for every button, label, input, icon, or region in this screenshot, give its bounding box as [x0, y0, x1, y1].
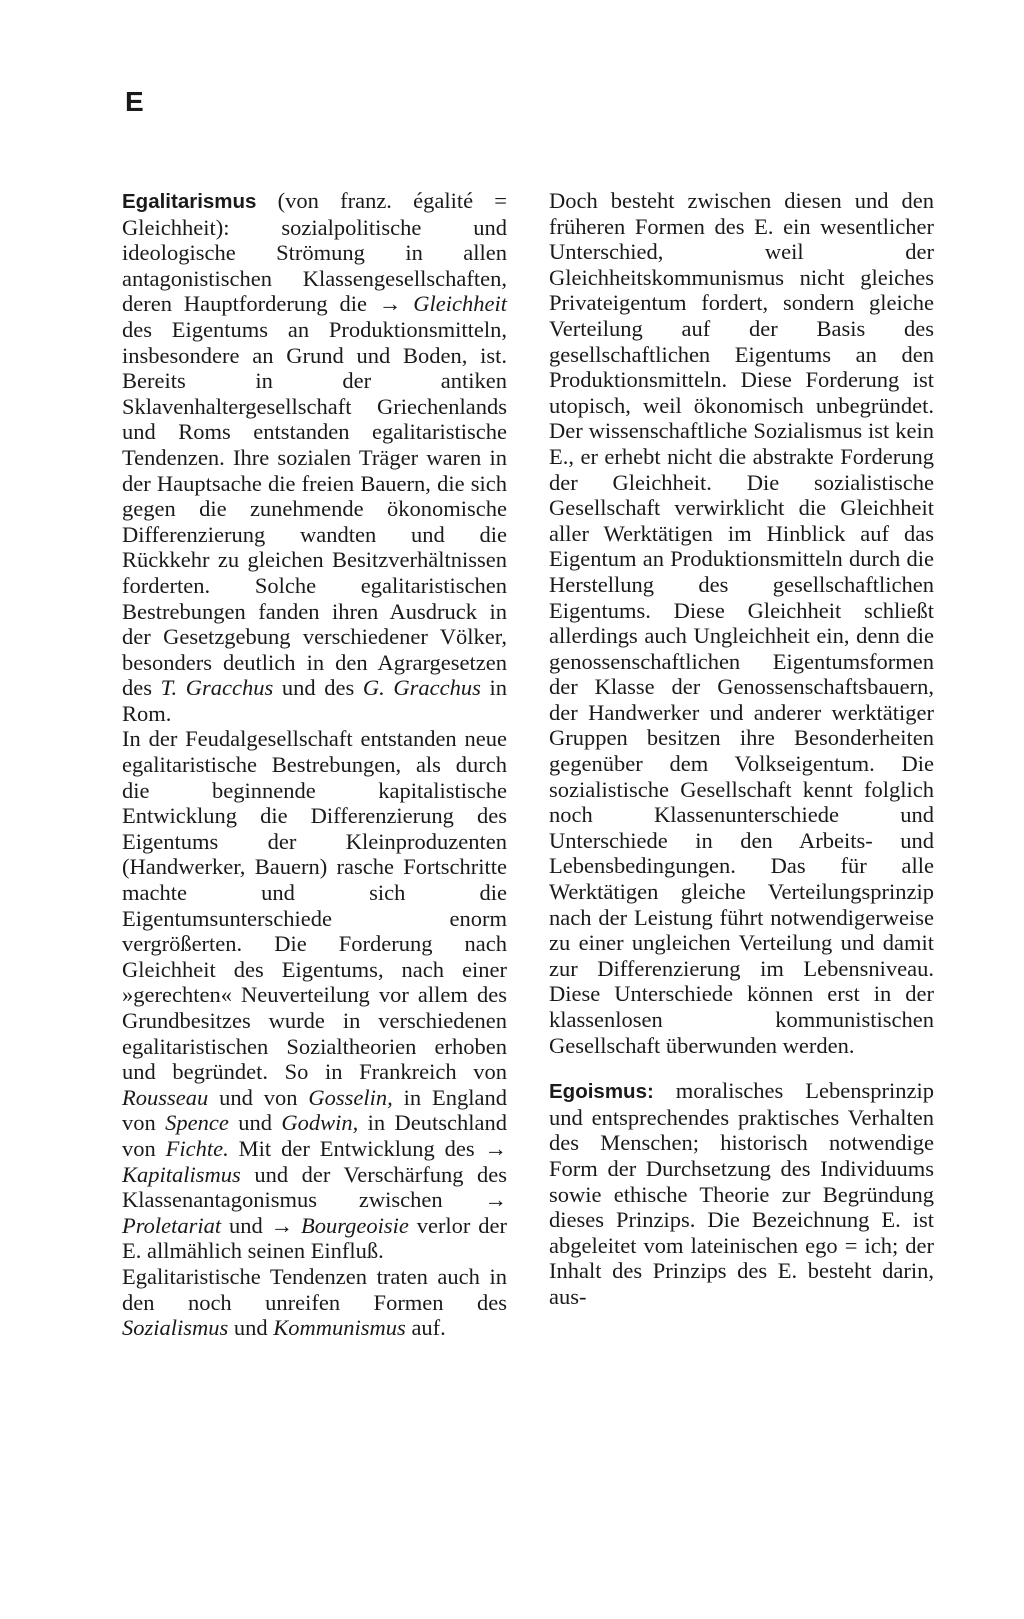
- text-run: verlor der E. allmählich seinen Einfluß.: [122, 1212, 507, 1264]
- text-run: und: [228, 1315, 274, 1341]
- text-run: auf.: [405, 1315, 446, 1341]
- text-run: und: [228, 1110, 282, 1136]
- entry-egalitarismus-continuation: Doch besteht zwischen diesen und den früheren Formen des E. ein wesentlicher Unterschied, weil der Gleichheitskommunismus nicht gleiches Privateigentum fordert, sondern gleiche Verteilung auf der Basis des gesellschaftlichen Eigentums an den Produktionsmitteln. Diese Forderung ist utopisch, weil ökonomisch unbegründet. Der wissenschaftliche Sozialismus ist kein E., er erhebt nicht die abstrakte Forderung der Gleichheit. Die sozialistische Gesellschaft verwirklicht die Gleichheit aller Werktätigen im Hinblick auf das Eigentum an Produktionsmitteln durch die Herstellung des gesellschaftlichen Eigentums. Diese Gleichheit schließt allerdings auch Ungleichheit ein, denn die genossenschaftlichen Eigentumsformen der Klasse der Genossenschaftsbauern, der Handwerker und anderer werktätiger Gruppen besitzen ihre Besonderheiten gegenüber dem Volkseigentum. Die sozialistische Gesellschaft kennt folglich noch Klassenunterschiede und Unterschiede in den Arbeits- und Lebensbedingungen. Das für alle Werktätigen gleiche Verteilungsprinzip nach der Leistung führt notwendigerweise zu einer ungleichen Verteilung und damit zur Differenzierung im Lebensniveau. Diese Unterschiede können erst in der klassenlosen kommunistischen Gesellschaft überwunden werden.: [549, 188, 934, 1058]
- cross-reference: Proletariat: [122, 1212, 222, 1238]
- right-column: [549, 188, 934, 1310]
- term: Kommunismus: [273, 1315, 406, 1341]
- entry-egoismus-paragraph: [549, 1078, 934, 1309]
- entry-egalitarismus-paragraph-2: [122, 726, 507, 1263]
- cross-reference: Bourgeoisie: [300, 1212, 409, 1238]
- text-run: in Deutschland von: [122, 1110, 508, 1161]
- text-run: und von: [208, 1084, 309, 1110]
- section-letter-heading: E: [125, 86, 144, 117]
- text-run: (von franz. égalité = Gleichheit): sozialpolitische und ideologische Strömung in allen antagonistischen Klassengesellschaften, deren Hauptforderung die →: [122, 188, 507, 317]
- person-name: Spence: [165, 1110, 229, 1136]
- text-run: und des: [273, 675, 363, 701]
- headword-egoismus: Egoismus:: [549, 1080, 654, 1104]
- text-run: in Rom.: [122, 675, 507, 726]
- entry-egalitarismus-paragraph-3: [122, 1264, 507, 1341]
- left-column: [122, 188, 507, 1341]
- term: Sozialismus: [122, 1315, 229, 1341]
- text-run: des Eigentums an Produktionsmitteln, insbesondere an Grund und Boden, ist. Bereits in der antiken Sklavenhaltergesellschaft Griechenlands und Roms entstanden egalitaristische Tendenzen. Ihre sozialen Träger waren in der Hauptsache die freien Bauern, die sich gegen die zunehmende ökonomische Differenzierung wandten und die Rückkehr zu gleichen Besitzverhältnissen forderten. Solche egalitaristischen Bestrebungen fanden ihren Ausdruck in der Gesetzgebung verschiedener Völker, besonders deutlich in den Agrargesetzen des: [122, 316, 507, 701]
- person-name: Rousseau: [122, 1084, 209, 1110]
- text-run: und der Verschärfung des Klassenantagonismus zwischen →: [122, 1161, 507, 1213]
- headword-egalitarismus: Egalitarismus: [122, 190, 257, 213]
- cross-reference: Kapitalismus: [122, 1161, 241, 1187]
- person-name: Godwin,: [281, 1110, 359, 1136]
- text-run: Mit der Entwicklung des →: [228, 1135, 507, 1161]
- entry-egalitarismus-paragraph-1: [122, 188, 507, 726]
- text-run: moralisches Lebensprinzip und entsprechendes praktisches Verhalten des Menschen; historisch notwendige Form der Durchsetzung des Individuums sowie ethische Theorie zur Begründung dieses Prinzips. Die Bezeichnung E. ist abgeleitet vom lateinischen ego = ich; der Inhalt des Prinzips des E. besteht darin, aus-: [549, 1078, 934, 1309]
- text-run: und →: [221, 1212, 301, 1238]
- text-run: in England von: [122, 1084, 508, 1136]
- person-name: Gosselin,: [308, 1084, 393, 1110]
- person-name: Fichte.: [165, 1135, 229, 1161]
- text-run: In der Feudalgesellschaft entstanden neue egalitaristische Bestrebungen, als durch die beginnende kapitalistische Entwicklung die Differenzierung des Eigentums der Kleinproduzenten (Handwerker, Bauern) rasche Fortschritte machte und sich die Eigentumsunterschiede enorm vergrößerten. Die Forderung nach Gleichheit des Eigentums, nach einer »gerechten« Neuverteilung vor allem des Grundbesitzes wurde in verschiedenen egalitaristischen Sozialtheorien erhoben und begründet. So in Frankreich von: [122, 726, 507, 1085]
- text-run: Egalitaristische Tendenzen traten auch in den noch unreifen Formen des: [122, 1263, 507, 1315]
- person-name: G. Gracchus: [362, 675, 481, 701]
- cross-reference: Gleichheit: [413, 291, 507, 317]
- person-name: T. Gracchus: [160, 675, 274, 701]
